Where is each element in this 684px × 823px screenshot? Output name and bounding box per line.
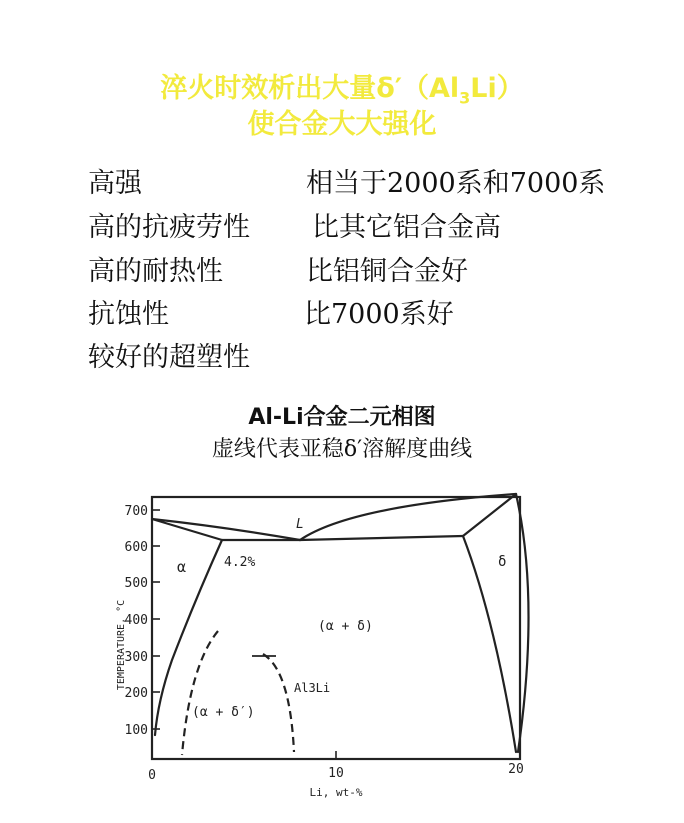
alpha-delta-region-label: (α + δ) xyxy=(318,619,373,634)
y-tick-100: 100 xyxy=(124,723,148,738)
delta-region-label: δ xyxy=(498,554,507,570)
y-tick-500: 500 xyxy=(124,576,148,591)
x-tick-0: 0 xyxy=(148,768,156,783)
x-axis-label: Li, wt-% xyxy=(309,786,363,799)
property-name-3: 高的耐热性 xyxy=(88,256,223,287)
heading-line-1-main: 淬火时效析出大量δ′（Al xyxy=(160,73,460,104)
property-desc-4: 比7000系好 xyxy=(304,299,454,330)
y-tick-400: 400 xyxy=(124,613,148,628)
diagram-subtitle: 虚线代表亚稳δ′溶解度曲线 xyxy=(211,437,473,462)
x-tick-10: 10 xyxy=(328,766,344,781)
delta-left-boundary xyxy=(463,536,516,752)
delta-liquidus-line xyxy=(463,494,516,536)
liquid-region-label: L xyxy=(296,517,304,532)
property-name-5: 较好的超塑性 xyxy=(88,342,250,373)
heading-line-1-subscript: 3 xyxy=(459,88,471,108)
property-name-4: 抗蚀性 xyxy=(88,299,169,330)
alpha-region-label: α xyxy=(177,558,187,576)
y-tick-700: 700 xyxy=(124,504,148,519)
heading-line-2: 使合金大大强化 xyxy=(247,109,437,140)
x-tick-20: 20 xyxy=(508,762,524,777)
property-desc-2: 比其它铝合金高 xyxy=(312,212,501,243)
eutectic-label: 4.2% xyxy=(224,555,256,570)
alpha-delta-prime-region-label: (α + δ′) xyxy=(192,705,255,720)
metastable-solvus-dashed xyxy=(182,631,218,755)
property-desc-1: 相当于2000系和7000系 xyxy=(306,168,606,199)
delta-peritectic-line xyxy=(300,536,463,540)
y-axis-label: TEMPERATURE, °C xyxy=(116,599,127,691)
al3li-label: Al3Li xyxy=(294,681,331,695)
al3li-solvus-dashed xyxy=(263,654,294,752)
y-tick-marks xyxy=(152,510,336,759)
liquidus-left-curve xyxy=(152,519,300,540)
y-tick-200: 200 xyxy=(124,686,148,701)
delta-right-boundary xyxy=(516,494,529,752)
property-name-1: 高强 xyxy=(88,168,142,199)
diagram-title: Al-Li合金二元相图 xyxy=(248,405,436,430)
heading-line-1-end: Li） xyxy=(470,73,524,104)
liquidus-right-curve xyxy=(300,494,516,540)
property-desc-3: 比铝铜合金好 xyxy=(306,256,468,287)
y-tick-300: 300 xyxy=(124,650,148,665)
property-name-2: 高的抗疲劳性 xyxy=(88,212,250,243)
y-tick-600: 600 xyxy=(124,540,148,555)
